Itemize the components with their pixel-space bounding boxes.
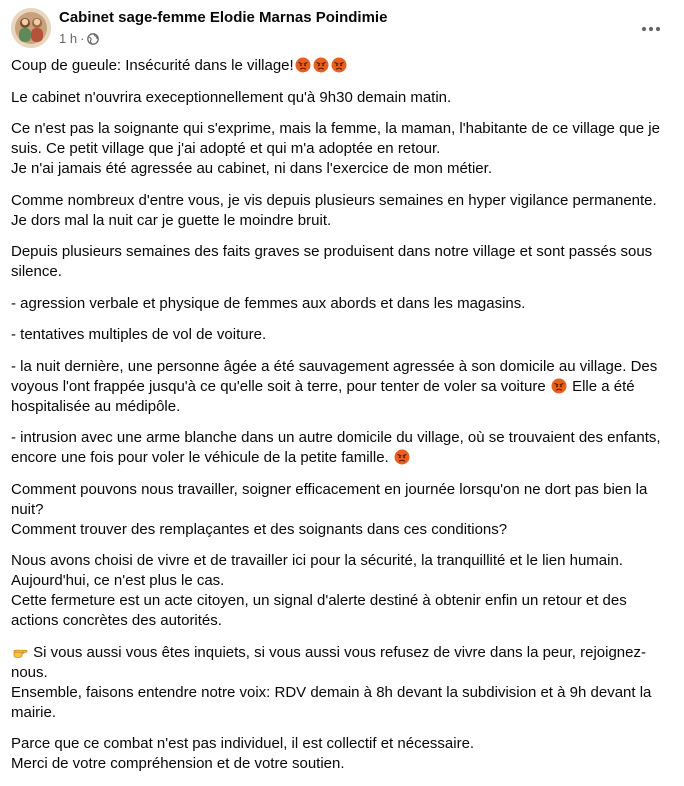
post-paragraph: Nous avons choisi de vivre et de travailler ici pour la sécurité, la tranquillité et le lien humain. Aujourd'hui, ce n'est plus le cas. Cette fermeture est un acte citoyen, un signal d'alerte destiné à obtenir enfin un retour et des actions concrètes des autorités. (11, 552, 627, 629)
meta-separator: · (80, 31, 85, 46)
author-name[interactable]: Cabinet sage-femme Elodie Marnas Poindimie (59, 9, 388, 26)
post-paragraph: Parce que ce combat n'est pas individuel, il est collectif et nécessaire. Merci de votre compréhension et de votre soutien. (11, 735, 475, 772)
angry-emoji-icon (331, 57, 347, 73)
post-body (11, 56, 675, 786)
post-time[interactable]: 1 h (59, 31, 78, 46)
paragraph-text: Si vous aussi vous êtes inquiets, si vous aussi vous refusez de vivre dans la peur, rejoignez-nous. Ensemble, faisons entendre notre voix: RDV demain à 8h devant la subdivision et à 9h devant la mairie. (11, 643, 652, 721)
avatar[interactable] (11, 8, 51, 48)
more-options-button[interactable] (633, 10, 669, 46)
post-paragraph: Ce n'est pas la soignante qui s'exprime, mais la femme, la maman, l'habitante de ce village que je suis. Ce petit village que j'ai adopté et qui m'a adoptée en retour. Je n'ai jamais été agressée au cabinet, ni dans l'exercice de mon métier. (11, 120, 660, 177)
paragraph-text: Elle a été hospitalisée au médipôle. (11, 377, 635, 415)
paragraph-text: Coup de gueule: Insécurité dans le village! (11, 57, 294, 74)
globe-icon[interactable] (87, 33, 99, 45)
paragraph-text: - la nuit dernière, une personne âgée a été sauvagement agressée à son domicile au village. Des voyous l'ont frappée jusqu'à ce qu'elle soit à terre, pour tenter de voler sa voiture (11, 357, 658, 395)
post-header (11, 7, 684, 51)
post-paragraph (11, 428, 675, 468)
post-paragraph: - agression verbale et physique de femmes aux abords et dans les magasins. (11, 294, 526, 312)
post-paragraph: Comment pouvons nous travailler, soigner efficacement en journée lorsqu'on ne dort pas bien la nuit? Comment trouver des remplaçantes et des soignants dans ces conditions? (11, 480, 648, 538)
post-paragraph (11, 357, 675, 417)
post-paragraph: Depuis plusieurs semaines des faits graves se produisent dans notre village et sont passés sous silence. (11, 243, 653, 280)
angry-emoji-icon (551, 378, 567, 394)
angry-emoji-icon (394, 449, 410, 465)
pointing-right-emoji-icon (12, 644, 28, 660)
paragraph-text: - intrusion avec une arme blanche dans un autre domicile du village, où se trouvaient des enfants, encore une fois pour voler le véhicule de la petite famille. (11, 429, 661, 466)
post-paragraph (11, 56, 675, 76)
angry-emoji-icon (313, 57, 329, 73)
post-paragraph: Comme nombreux d'entre vous, je vis depuis plusieurs semaines en hyper vigilance permanente. Je dors mal la nuit car je guette le moindre bruit. (11, 191, 657, 229)
post-paragraph (11, 643, 675, 723)
post-paragraph: Le cabinet n'ouvrira execeptionnellement qu'à 9h30 demain matin. (11, 88, 452, 106)
more-options-icon (641, 19, 661, 37)
post-meta (59, 31, 99, 46)
post-paragraph: - tentatives multiples de vol de voiture. (11, 326, 267, 343)
angry-emoji-icon (295, 57, 311, 73)
